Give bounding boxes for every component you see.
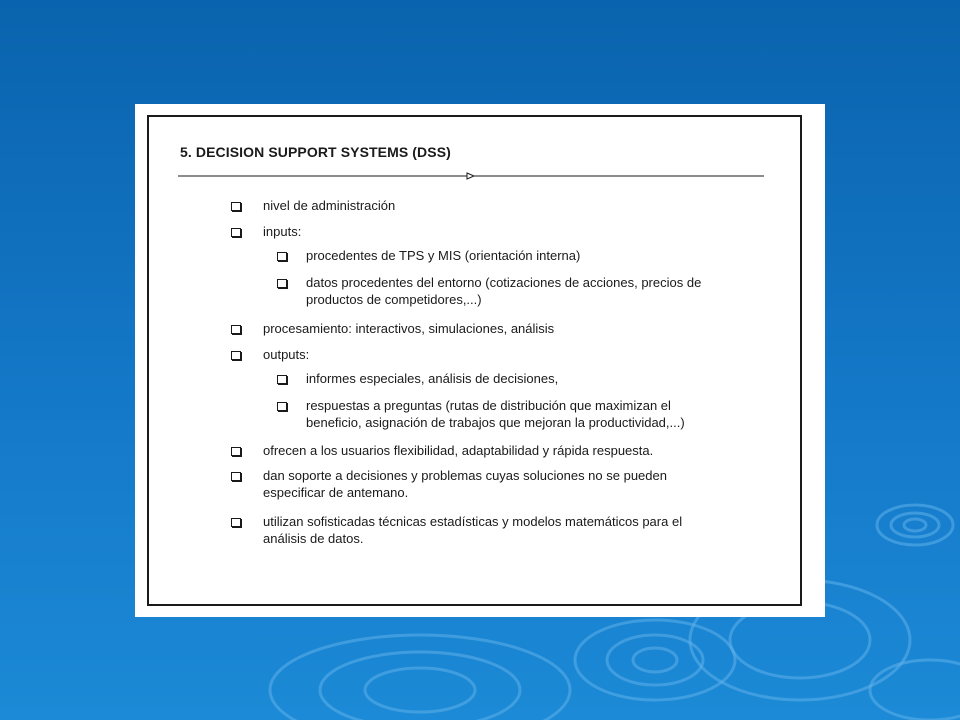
document-frame: [147, 115, 802, 606]
checkbox-bullet-icon: [277, 402, 287, 411]
list-item-text: beneficio, asignación de trabajos que mejoran la productividad,...): [306, 415, 685, 430]
checkbox-bullet-icon: [277, 252, 287, 261]
list-item-text: procesamiento: interactivos, simulaciones, análisis: [263, 321, 555, 336]
list-item-text: respuestas a preguntas (rutas de distribución que maximizan el: [306, 398, 671, 413]
list-item-text: dan soporte a decisiones y problemas cuyas soluciones no se pueden: [263, 468, 667, 483]
list-item-text: ofrecen a los usuarios flexibilidad, adaptabilidad y rápida respuesta.: [263, 443, 654, 458]
checkbox-bullet-icon: [231, 228, 241, 237]
checkbox-bullet-icon: [277, 279, 287, 288]
checkbox-bullet-icon: [231, 351, 241, 360]
document-title: 5. DECISION SUPPORT SYSTEMS (DSS): [180, 144, 451, 160]
list-item-text: informes especiales, análisis de decisiones,: [306, 371, 559, 386]
document-image: [135, 104, 825, 617]
title-rule: [178, 172, 764, 180]
list-item-text: nivel de administración: [263, 198, 396, 213]
list-item-text: análisis de datos.: [263, 531, 364, 546]
list-item-text: utilizan sofisticadas técnicas estadísticas y modelos matemáticos para el: [263, 514, 683, 529]
checkbox-bullet-icon: [231, 518, 241, 527]
list-item-text: inputs:: [263, 224, 302, 239]
list-item-text: datos procedentes del entorno (cotizaciones de acciones, precios de: [306, 275, 702, 290]
checkbox-bullet-icon: [231, 202, 241, 211]
checkbox-bullet-icon: [231, 472, 241, 481]
list-item-text: procedentes de TPS y MIS (orientación interna): [306, 248, 581, 263]
checkbox-bullet-icon: [231, 325, 241, 334]
checkbox-bullet-icon: [277, 375, 287, 384]
list-item-text: productos de competidores,...): [306, 292, 482, 307]
list-item-text: outputs:: [263, 347, 310, 362]
list-item-text: especificar de antemano.: [263, 485, 409, 500]
checkbox-bullet-icon: [231, 447, 241, 456]
